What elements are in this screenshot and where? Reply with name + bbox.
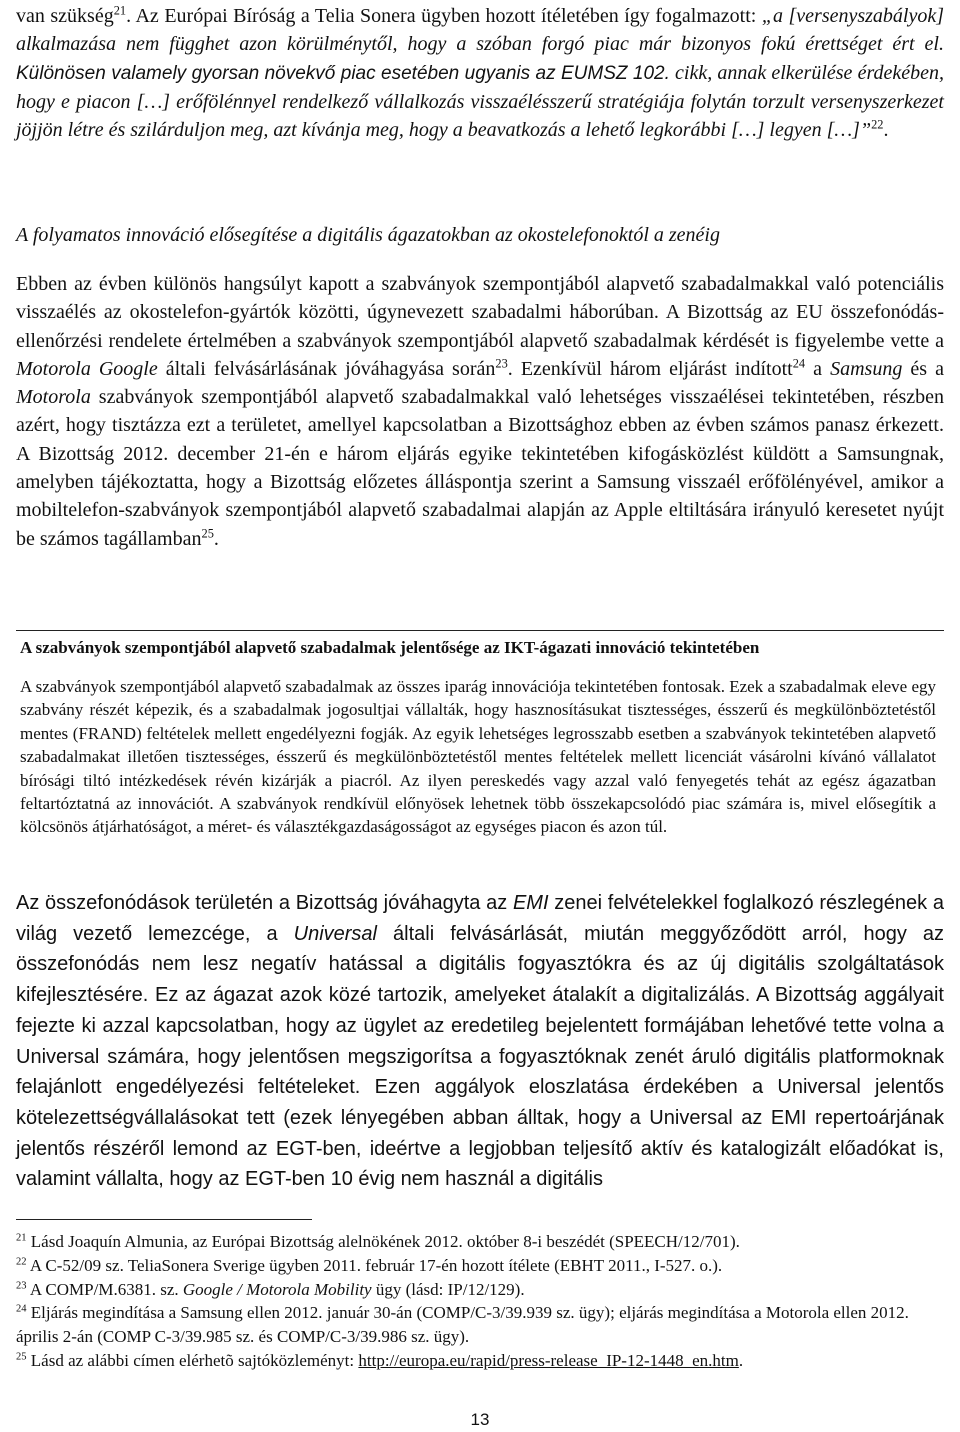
footnote-divider (16, 1219, 312, 1220)
footnote-number: 24 (16, 1303, 27, 1315)
text-span: a (805, 357, 831, 380)
footnote-number: 22 (16, 1256, 27, 1268)
bottom-paragraph (16, 888, 944, 1195)
text-span: . (883, 119, 889, 142)
footnote-25 (16, 1349, 944, 1373)
footnote-text: . (738, 1350, 744, 1370)
footnote-21 (16, 1230, 944, 1254)
text-span: van szükség (16, 5, 114, 27)
page-number: 13 (470, 1410, 490, 1429)
footnote-ref-21[interactable]: 21 (113, 3, 127, 18)
info-box-title: A szabványok szempontjából alapvető szabadalmak jelentősége az IKT-ágazati innováció tekintetében (20, 638, 760, 657)
footnote-22 (16, 1254, 944, 1278)
footnote-ref-25[interactable]: 25 (201, 526, 214, 541)
company-name-italic: EMI (512, 892, 549, 914)
footnote-number: 25 (16, 1351, 27, 1363)
info-box (16, 630, 944, 839)
top-paragraph (16, 2, 944, 144)
text-span: Ebben az évben különös hangsúlyt kapott a szabványok szempontjából alapvető szabadalmakkal való potenciális visszaélés az okostelefon-gyártók közötti, úgynevezett szabadalmi háborúban. A Bizottság az EU összefonódás-ellenőrzési rendelete értelmében a szabványok szempontjából alapvető szabadalmak kérdését is figyelembe vette a (16, 273, 944, 352)
footnote-23 (16, 1278, 944, 1302)
press-release-link[interactable]: http://europa.eu/rapid/press-release_IP-12-1448_en.htm (358, 1350, 739, 1370)
text-span: általi felvásárlását, miután meggyőződött arról, hogy az összefonódás nem lesz negatív hatással a digitális fogyasztókra és az új digitális szolgáltatások kifejlesztésére. Ez az ágazat azok közé tartozik, amelyeket átalakít a digitalizálás. A Bizottság aggályait fejezte ki azzal kapcsolatban, hogy az ügylet az eredetileg bejelentett formájában lehetővé tette volna a Universal számára, hogy jelentősen megszigorítsa a fogyasztóknak zenét áruló digitális platformoknak felajánlott engedélyezési feltételeket. Ezen aggályok eloszlatása érdekében a Universal jelentős kötelezettségvállalásokat tett (ezek lényegében abban álltak, hogy a Universal az EMI repertoárjának jelentős részéről lemond az EGT-ben, ideértve a legjobban teljesítő aktív és katalogizált előadókat is, valamint vállalta, hogy az EGT-ben 10 évig nem használ a digitális (16, 922, 944, 1191)
text-span: általi felvásárlásának jóváhagyása során (157, 357, 496, 380)
text-span: . Ezenkívül három eljárást indított (507, 357, 793, 380)
footnote-ref-23[interactable]: 23 (495, 356, 508, 371)
footnote-24 (16, 1301, 944, 1349)
company-name-italic: Universal (293, 922, 377, 945)
footnote-ref-24[interactable]: 24 (792, 356, 806, 371)
footnote-text: Lásd az alábbi címen elérhetõ sajtóközleményt: (26, 1350, 359, 1370)
footnote-text: Lásd Joaquín Almunia, az Európai Bizottság alelnökének 2012. október 8-i beszédét (SPEECH/12/701). (26, 1232, 740, 1251)
footnote-ref-22[interactable]: 22 (871, 117, 884, 132)
case-name-italic: Google / Motorola Mobility (182, 1279, 372, 1299)
text-span: . (213, 527, 219, 550)
company-name-italic: Samsung (830, 357, 903, 380)
text-span: szabványok szempontjából alapvető szabadalmakkal való lehetséges visszaélései tekintetében, részben azért, hogy tisztázza ezt a területet, amellyel kapcsolatban a Bizottsághoz ebben az évben számos panasz érkezett. A Bizottság 2012. december 21-én e három eljárás egyike tekintetében kifogásközlést küldött a Samsungnak, amelyben tájékoztatta, hogy a Bizottság előzetes álláspontja szerint a Samsung visszaél erőfölényével, amikor a mobiltelefon-szabványok szempontjából alapvető szabadalmai alapján az Apple eltiltására irányuló keresetet nyújt be számos tagállamban (16, 386, 944, 550)
quote-italic: „a [versenyszabályok] alkalmazása nem függhet azon körülménytől, hogy a szóban forgó piac már bizonyos fokú érettséget ért el. (16, 5, 945, 56)
quote-italic-sans: Különösen valamely gyorsan növekvő piac esetében ugyanis az EUMSZ 102. (16, 62, 670, 84)
section-heading: A folyamatos innováció elősegítése a digitális ágazatokban az okostelefonoktól a zenéig (16, 224, 720, 246)
text-span: és a (902, 357, 944, 380)
info-box-body: A szabványok szempontjából alapvető szabadalmak az összes iparág innovációja tekintetében fontosak. Ezek a szabadalmak eleve egy szabvány részét képezik, és a szabadalmak jogosultjai vállalták, hogy hasznosításukat tisztességes, ésszerű és megkülönböztetéstől mentes (FRAND) feltételek mellett engedélyezni fogják. Az egyik lehetséges legrosszabb esetben a szabványok tekintetében alapvető szabadalmakat illetően tisztességes, ésszerű és megkülönböztetéstől mentes feltételek mellett licenciát vásárolni kívánó vállalatot bírósági tiltó intézkedések révén kizárják a piacról. Az ilyen pereskedés vagy azzal való fenyegetés tehát az egész ágazatban feltartóztatná az innovációt. A szabványok rendkívül előnyösek lehetnek több összekapcsolódó piac számára is, mivel elősegítik a kölcsönös átjárhatóságot, a méret- és választékgazdaságosságot az egységes piacon és azon túl. (20, 677, 936, 837)
footnote-number: 21 (16, 1232, 27, 1244)
footnote-text: A COMP/M.6381. sz. (26, 1279, 183, 1299)
main-paragraph (16, 270, 944, 553)
footnote-text: ügy (lásd: IP/12/129). (371, 1279, 525, 1299)
company-name-italic: Motorola Google (16, 357, 158, 380)
quote-italic: cikk, annak elkerülése érdekében, hogy e piacon […] erőfölénnyel rendelkező vállalkozás visszaélésszerű stratégiája folytán torzult versenyszerkezet jöjjön létre és szilárduljon meg, azt kívánja meg, hogy a beavatkozás a lehető legkorábbi […] legyen […]” (16, 61, 944, 142)
footnotes (16, 1230, 944, 1373)
company-name-italic: Motorola (16, 386, 91, 409)
footnote-text: A C-52/09 sz. TeliaSonera Sverige ügyben 2011. február 17-én hozott ítélete (EBHT 2011., I-527. o.). (26, 1255, 723, 1275)
text-span: . Az Európai Bíróság a Telia Sonera ügyben hozott ítéletében így fogalmazott: (126, 5, 757, 27)
text-span: zenei felvételekkel foglalkozó részlegének a világ vezető lemezcége, a (16, 892, 944, 945)
footnote-number: 23 (16, 1279, 27, 1291)
footnote-text: Eljárás megindítása a Samsung ellen 2012. január 30-án (COMP/C-3/39.939 sz. ügy); eljárás megindítása a Motorola ellen 2012. április 2-án (COMP C-3/39.985 sz. és COMP/C-3/39.986 sz. ügy). (16, 1303, 909, 1347)
text-span: Az összefonódások területén a Bizottság jóváhagyta az (16, 892, 513, 914)
